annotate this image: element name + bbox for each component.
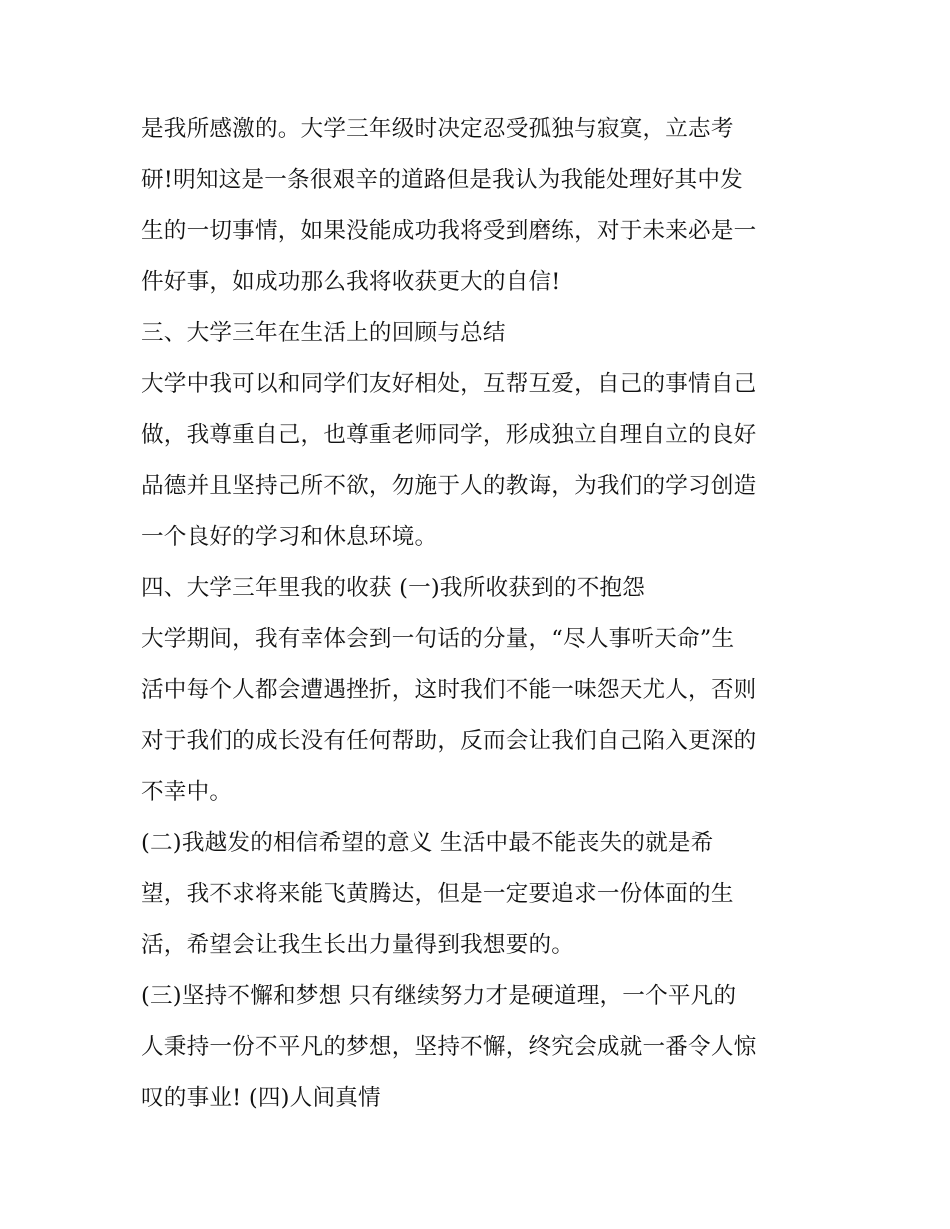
text-line: 人秉持一份不平凡的梦想，坚持不懈，终究会成就一番令人惊 — [141, 1034, 757, 1060]
text-line: 不幸中。 — [141, 779, 233, 805]
text-line: 一个良好的学习和休息环境。 — [141, 524, 438, 550]
text-line: 大学期间，我有幸体会到一句话的分量，“尽人事听天命”生 — [141, 626, 735, 652]
section-heading: 三、大学三年在生活上的回顾与总结 — [141, 320, 506, 346]
text-line: 是我所感激的。大学三年级时决定忍受孤独与寂寞，立志考 — [141, 116, 734, 142]
section-heading: 四、大学三年里我的收获 (一)我所收获到的不抱怨 — [141, 575, 646, 601]
text-line: (二)我越发的相信希望的意义 生活中最不能丧失的就是希 — [141, 830, 714, 856]
text-line: 生的一切事情，如果没能成功我将受到磨练，对于未来必是一 — [141, 218, 757, 244]
text-line: 件好事，如成功那么我将收获更大的自信! — [141, 269, 561, 295]
text-line: 大学中我可以和同学们友好相处，互帮互爱，自己的事情自己 — [141, 371, 757, 397]
text-line: 叹的事业! (四)人间真情 — [141, 1085, 381, 1111]
text-line: 对于我们的成长没有任何帮助，反而会让我们自己陷入更深的 — [141, 728, 757, 754]
text-line: 望，我不求将来能飞黄腾达，但是一定要追求一份体面的生 — [141, 881, 734, 907]
text-line: 品德并且坚持己所不欲，勿施于人的教诲，为我们的学习创造 — [141, 473, 757, 499]
text-line: 研!明知这是一条很艰辛的道路但是我认为我能处理好其中发 — [141, 167, 743, 193]
text-line: 活，希望会让我生长出力量得到我想要的。 — [141, 932, 575, 958]
text-line: (三)坚持不懈和梦想 只有继续努力才是硬道理，一个平凡的 — [141, 983, 737, 1009]
text-line: 做，我尊重自己，也尊重老师同学，形成独立自理自立的良好 — [141, 422, 757, 448]
text-line: 活中每个人都会遭遇挫折，这时我们不能一味怨天尤人，否则 — [141, 677, 757, 703]
